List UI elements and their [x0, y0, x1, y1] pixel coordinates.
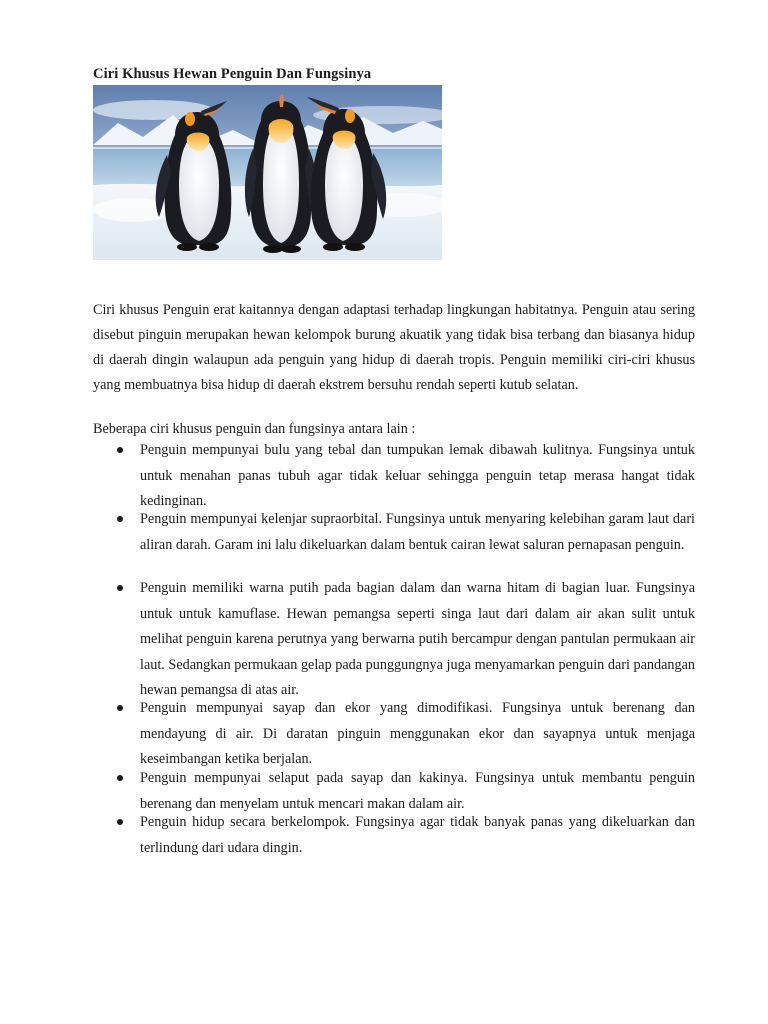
- list-item-text: Penguin mempunyai sayap dan ekor yang dimodifikasi. Fungsinya untuk berenang dan mendayung di air. Di daratan pinguin menggunakan ekor dan sayapnya untuk menjaga keseimbangan ketika berjalan.: [140, 700, 695, 767]
- bullet-icon: [117, 775, 123, 781]
- list-item: [93, 438, 695, 515]
- document-title: Ciri Khusus Hewan Penguin Dan Fungsinya: [93, 66, 372, 82]
- list-item: [93, 810, 695, 861]
- list-item-text: Penguin memiliki warna putih pada bagian dalam dan warna hitam di bagian luar. Fungsinya untuk untuk kamuflase. Hewan pemangsa seperti singa laut dari dalam air akan sulit untuk melihat penguin karena perutnya yang berwarna putih bercampur dengan pantulan permukaan air laut. Sedangkan permukaan gelap pada punggungnya juga menyamarkan penguin dari pandangan hewan pemangsa di atas air.: [140, 580, 695, 698]
- list-item-text: Penguin mempunyai selaput pada sayap dan kakinya. Fungsinya untuk membantu penguin berenang dan menyelam untuk mencari makan dalam air.: [140, 770, 695, 812]
- intro-paragraph: Ciri khusus Penguin erat kaitannya dengan adaptasi terhadap lingkungan habitatnya. Penguin atau sering disebut pinguin merupakan hewan kelompok burung akuatik yang tidak bisa terbang dan biasanya hidup di daerah dingin walaupun ada penguin yang hidup di daerah tropis. Penguin memiliki ciri-ciri khusus yang membuatnya bisa hidup di daerah ekstrem bersuhu rendah seperti kutub selatan.: [93, 302, 695, 393]
- penguins-photo: [93, 85, 442, 260]
- list-item: [93, 507, 695, 558]
- bullet-icon: [117, 516, 123, 522]
- list-item: [93, 576, 695, 704]
- list-lead-text: Beberapa ciri khusus penguin dan fungsinya antara lain :: [93, 421, 416, 437]
- bullet-icon: [117, 705, 123, 711]
- bullet-icon: [117, 585, 123, 591]
- list-item-text: Penguin mempunyai bulu yang tebal dan tumpukan lemak dibawah kulitnya. Fungsinya untuk untuk menahan panas tubuh agar tidak keluar sehingga penguin tetap merasa hangat tidak kedinginan.: [140, 442, 695, 509]
- list-item: [93, 696, 695, 773]
- bullet-icon: [117, 447, 123, 453]
- bullet-icon: [117, 819, 123, 825]
- list-item-text: Penguin hidup secara berkelompok. Fungsinya agar tidak banyak panas yang dikeluarkan dan terlindung dari udara dingin.: [140, 814, 695, 856]
- list-item-text: Penguin mempunyai kelenjar supraorbital. Fungsinya untuk menyaring kelebihan garam laut dari aliran darah. Garam ini lalu dikeluarkan dalam bentuk cairan lewat saluran pernapasan penguin.: [140, 511, 695, 553]
